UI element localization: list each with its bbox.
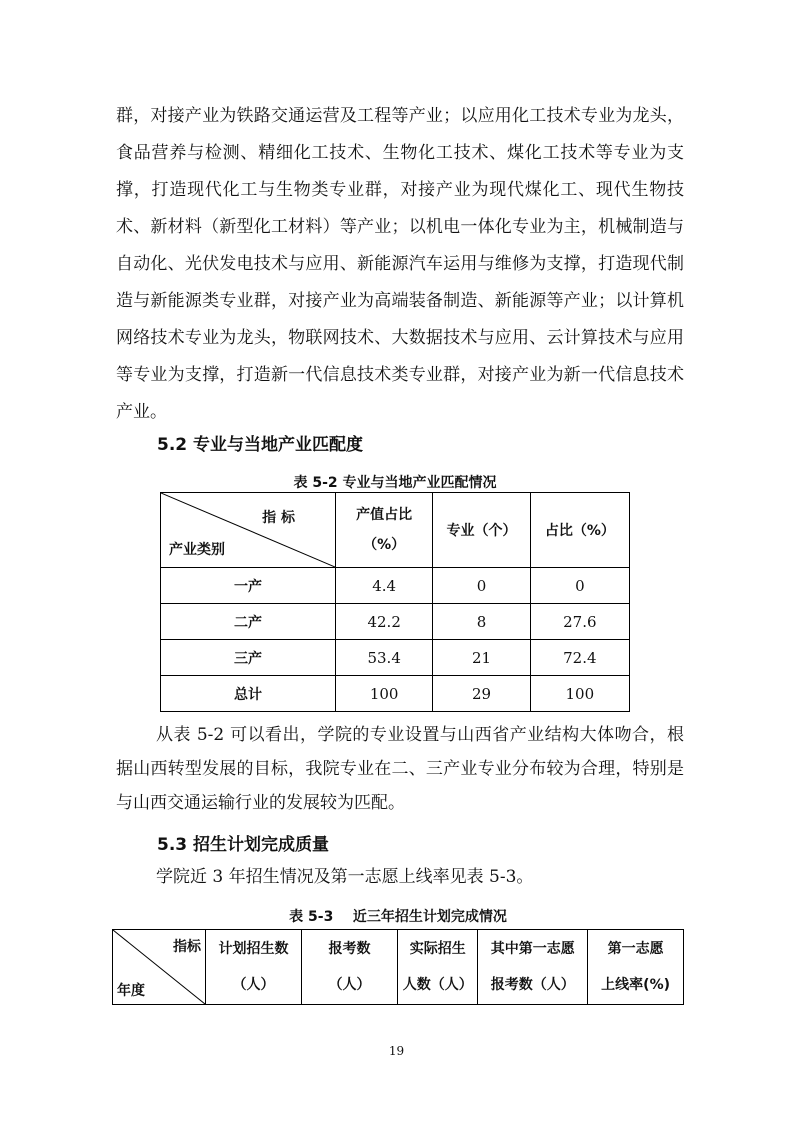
cell-value: 8 — [433, 604, 530, 640]
table-5-3-caption: 表 5-3 近三年招生计划完成情况 — [289, 909, 507, 925]
row-label: 二产 — [161, 604, 336, 640]
cell-value: 72.4 — [530, 640, 629, 676]
corner-indicator-label: 指标 — [173, 939, 201, 955]
section-heading-5-3: 5.3 招生计划完成质量 — [157, 835, 330, 855]
header-output-share — [336, 493, 433, 568]
body-paragraph-2: 从表 5-2 可以看出，学院的专业设置与山西省产业结构大体吻合，根据山西转型发展的目标，我院专业在二、三产业专业分布较为合理，特别是与山西交通运输行业的发展较为匹配。 — [116, 725, 684, 813]
header-line2: 报考数（人） — [490, 977, 575, 993]
header-line2: 上线率(%) — [601, 977, 670, 993]
table-5-3 — [112, 929, 684, 1005]
header-output-share-line2: （%） — [363, 537, 406, 553]
cell-value: 100 — [530, 676, 629, 712]
cell-value: 29 — [433, 676, 530, 712]
cell-value: 4.4 — [336, 568, 433, 604]
header-share: 占比（%） — [530, 493, 629, 568]
table-row — [161, 676, 630, 712]
table-row — [161, 568, 630, 604]
header-line2: 人数（人） — [402, 977, 473, 993]
corner-category-label: 产业类别 — [169, 542, 225, 558]
header-line1: 其中第一志愿 — [490, 941, 575, 957]
row-label: 三产 — [161, 640, 336, 676]
header-applicants — [302, 930, 398, 1005]
body-paragraph-1: 群，对接产业为铁路交通运营及工程等产业；以应用化工技术专业为龙头，食品营养与检测、精细化工技术、生物化工技术、煤化工技术等专业为支撑，打造现代化工与生物类专业群，对接产业为现代煤化工、现代生物技术、新材料（新型化工材料）等产业；以机电一体化专业为主，机械制造与自动化、光伏发电技术与应用、新能源汽车运用与维修为支撑，打造现代制造与新能源类专业群，对接产业为高端装备制造、新能源等产业；以计算机网络技术专业为龙头，物联网技术、大数据技术与应用、云计算技术与应用等专业为支撑，打造新一代信息技术类专业群，对接产业为新一代信息技术产业。 — [116, 106, 684, 422]
corner-year-label: 年度 — [117, 983, 145, 999]
corner-indicator-label: 指 标 — [262, 510, 295, 526]
cell-value: 100 — [336, 676, 433, 712]
header-major-count: 专业（个） — [433, 493, 530, 568]
header-line1: 实际招生 — [409, 941, 466, 957]
section-heading-5-2: 5.2 专业与当地产业匹配度 — [157, 435, 364, 455]
cell-value: 21 — [433, 640, 530, 676]
header-line2: （人） — [232, 977, 275, 993]
cell-value: 0 — [433, 568, 530, 604]
table-corner-cell — [113, 930, 206, 1005]
header-planned-enrollment — [206, 930, 302, 1005]
header-line1: 第一志愿 — [607, 941, 664, 957]
cell-value: 0 — [530, 568, 629, 604]
header-line1: 计划招生数 — [218, 941, 289, 957]
header-line1: 报考数 — [328, 941, 371, 957]
header-output-share-line1: 产值占比 — [356, 507, 413, 523]
table-row — [161, 640, 630, 676]
cell-value: 42.2 — [336, 604, 433, 640]
page-number: 19 — [388, 1044, 405, 1058]
body-paragraph-3: 学院近 3 年招生情况及第一志愿上线率见表 5-3。 — [156, 867, 534, 887]
row-label: 总计 — [161, 676, 336, 712]
table-row — [161, 604, 630, 640]
header-first-choice-rate — [588, 930, 684, 1005]
row-label: 一产 — [161, 568, 336, 604]
table-5-2-caption: 表 5-2 专业与当地产业匹配情况 — [293, 475, 497, 491]
header-actual-enrollment — [398, 930, 478, 1005]
table-corner-cell — [161, 493, 336, 568]
header-line2: （人） — [328, 977, 371, 993]
cell-value: 53.4 — [336, 640, 433, 676]
cell-value: 27.6 — [530, 604, 629, 640]
table-5-2 — [160, 492, 630, 712]
header-first-choice-applicants — [478, 930, 588, 1005]
